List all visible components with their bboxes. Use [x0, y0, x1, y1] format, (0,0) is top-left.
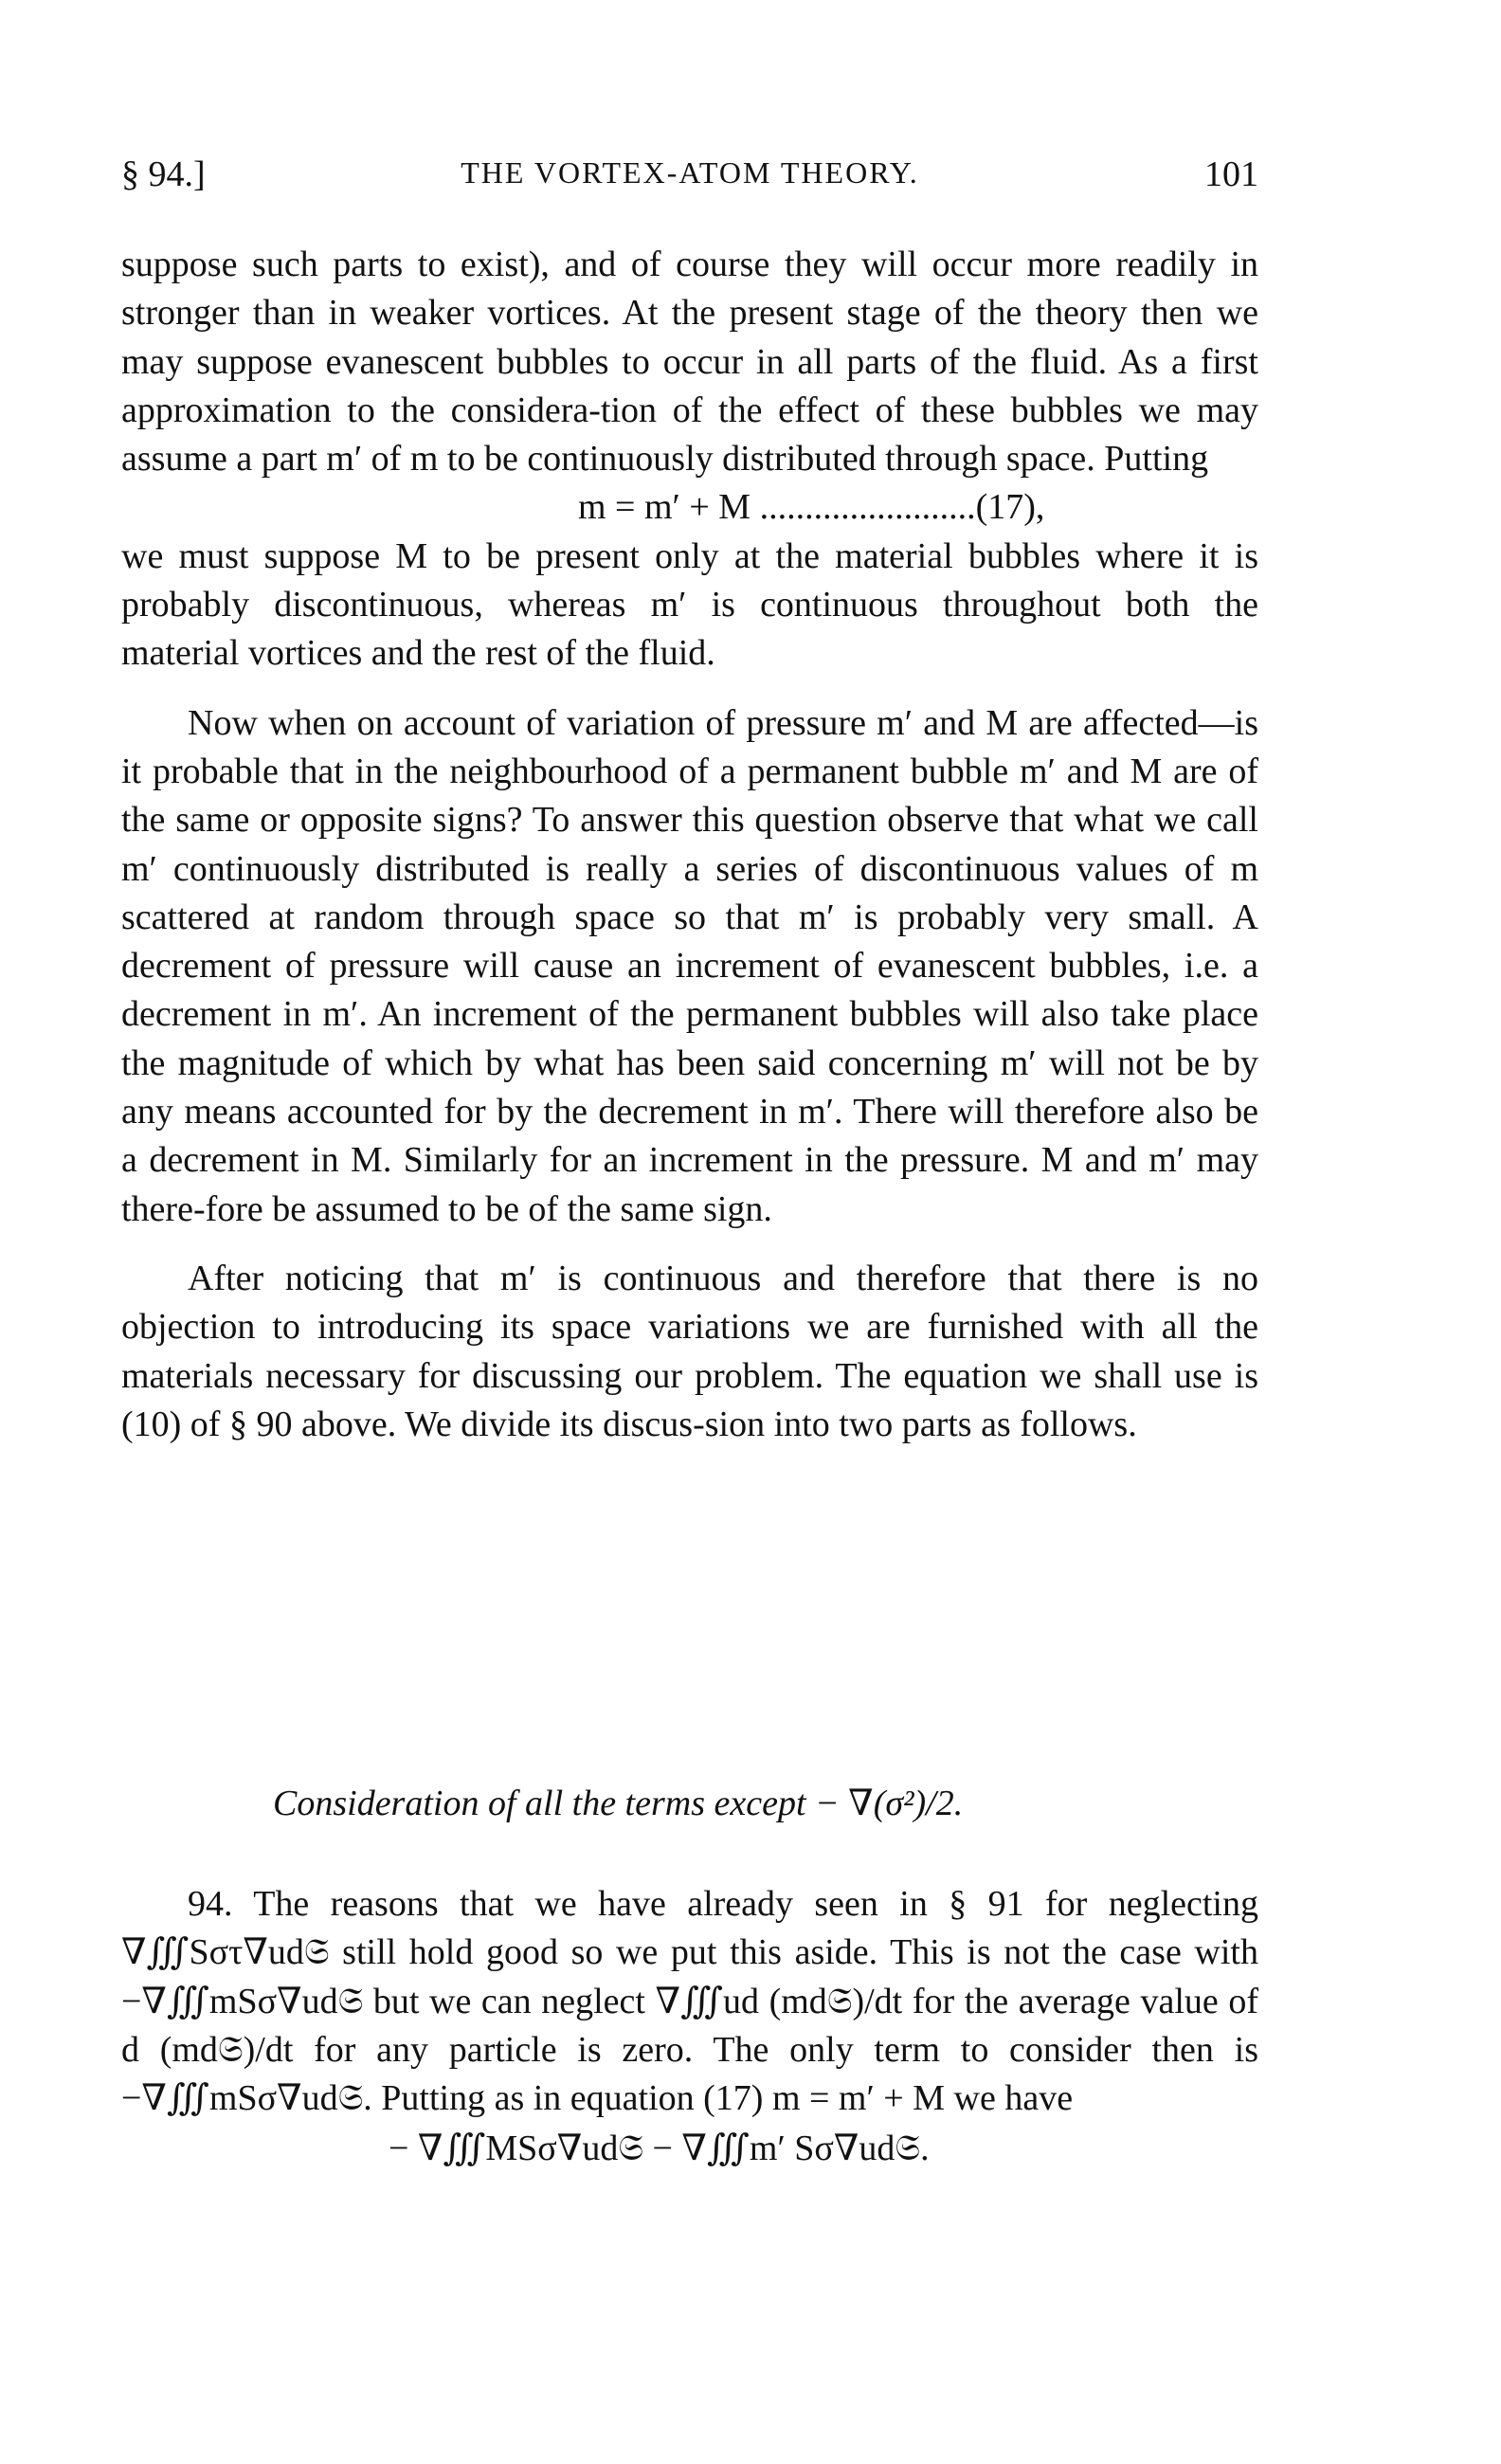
- section-marker: § 94.]: [121, 154, 206, 194]
- running-title: THE VORTEX-ATOM THEORY.: [461, 155, 919, 190]
- section-94-text: 94. The reasons that we have already seen in § 91 for neglecting ∇∭Sστ∇ud𝔖 still hold good so we put this aside. This is not the case with −∇∭mSσ∇ud𝔖 but we can neglect ∇∭ud (md𝔖)/dt for the average value of d (md𝔖)/dt for any particle is zero. The only term to consider then is −∇∭mSσ∇ud𝔖. Putting as in equation (17) m = m′ + M we have: [121, 1884, 1258, 2119]
- section-94-equation: − ∇∭MSσ∇ud𝔖 − ∇∭m′ Sσ∇ud𝔖.: [389, 2129, 930, 2169]
- equation-17: m = m′ + M ........................(17),: [578, 487, 1045, 528]
- subsection-heading: Consideration of all the terms except − ∇(σ²)/2.: [273, 1784, 964, 1823]
- paragraph-3: After noticing that m′ is continuous and therefore that there is no objection to introducing its space variations we are furnished with all the materials necessary for discussing our problem. The equation we shall use is (10) of § 90 above. We divide its discus-sion into two parts as follows.: [121, 1258, 1258, 1444]
- running-header: [121, 154, 1258, 210]
- paragraph-1-continuation: we must suppose M to be present only at the material bubbles where it is probably discontinuous, whereas m′ is continuous throughout both the material vortices and the rest of the fluid.: [121, 535, 1258, 674]
- paragraph-2: Now when on account of variation of pressure m′ and M are affected—is it probable that in the neighbourhood of a permanent bubble m′ and M are of the same or opposite signs? To answer this question observe that what we call m′ continuously distributed is really a series of discontinuous values of m scattered at random through space so that m′ is probably very small. A decrement of pressure will cause an increment of evanescent bubbles, i.e. a decrement in m′. An increment of the permanent bubbles will also take place the magnitude of which by what has been said concerning m′ will not be by any means accounted for by the decrement in m′. There will therefore also be a decrement in M. Similarly for an increment in the pressure. M and m′ may there-fore be assumed to be of the same sign.: [121, 702, 1258, 1229]
- page-number: 101: [1204, 154, 1258, 194]
- paragraph-1-text: suppose such parts to exist), and of course they will occur more readily in stronger than in weaker vortices. At the present stage of the theory then we may suppose evanescent bubbles to occur in all parts of the fluid. As a first approximation to the considera-tion of the effect of these bubbles we may assume a part m′ of m to be continuously distributed through space. Putting: [121, 245, 1258, 480]
- main-text: [121, 241, 1258, 1449]
- paragraph-1: [121, 241, 1258, 679]
- section-94: [121, 1880, 1258, 2174]
